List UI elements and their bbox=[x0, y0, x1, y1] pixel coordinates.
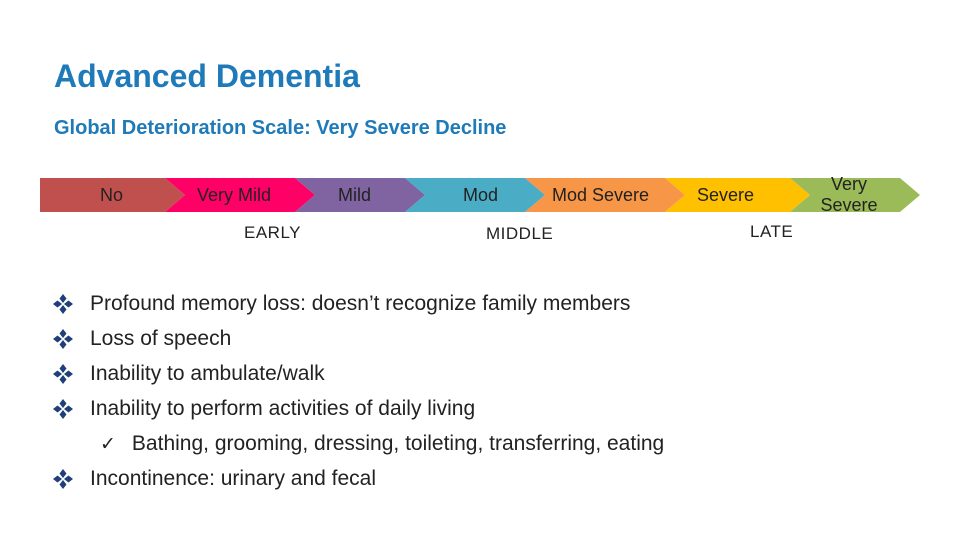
stage-label-mild: Mild bbox=[338, 185, 372, 205]
stage-label-mod: Mod bbox=[463, 185, 499, 205]
diamond-bullet-icon bbox=[52, 328, 74, 350]
diamond-bullet-icon bbox=[52, 468, 74, 490]
stage-label-severe: Severe bbox=[697, 185, 755, 205]
sub-bullet-item bbox=[52, 426, 664, 461]
bullet-text: Inability to ambulate/walk bbox=[90, 361, 325, 385]
deterioration-scale bbox=[0, 0, 960, 260]
checkmark-icon: ✓ bbox=[100, 432, 116, 455]
stage-label-very-mild: Very Mild bbox=[197, 185, 272, 205]
bullet-text: Incontinence: urinary and fecal bbox=[90, 466, 377, 490]
bullet-item bbox=[52, 391, 664, 426]
diamond-bullet-icon bbox=[52, 363, 74, 385]
slide-subtitle: Global Deterioration Scale: Very Severe Decline bbox=[54, 117, 507, 139]
bullet-item bbox=[52, 356, 664, 391]
phase-label-early: EARLY bbox=[244, 223, 301, 242]
slide-title: Advanced Dementia bbox=[54, 58, 360, 94]
bullet-item bbox=[52, 321, 664, 356]
bullet-text: Loss of speech bbox=[90, 326, 232, 350]
sub-bullet-text: Bathing, grooming, dressing, toileting, transferring, eating bbox=[131, 431, 665, 455]
diamond-bullet-icon bbox=[52, 293, 74, 315]
phase-label-late: LATE bbox=[750, 222, 794, 241]
phase-label-middle: MIDDLE bbox=[486, 224, 554, 243]
stage-label-very-severe: Very Severe bbox=[820, 174, 878, 215]
bullet-item bbox=[52, 286, 664, 321]
bullet-text: Inability to perform activities of daily living bbox=[90, 396, 476, 420]
diamond-bullet-icon bbox=[52, 398, 74, 420]
bullet-text: Profound memory loss: doesn’t recognize family members bbox=[90, 291, 631, 315]
stage-label-no: No bbox=[100, 185, 124, 205]
bullet-list bbox=[52, 286, 664, 496]
bullet-item bbox=[52, 461, 664, 496]
stage-label-mod-severe: Mod Severe bbox=[552, 185, 650, 205]
